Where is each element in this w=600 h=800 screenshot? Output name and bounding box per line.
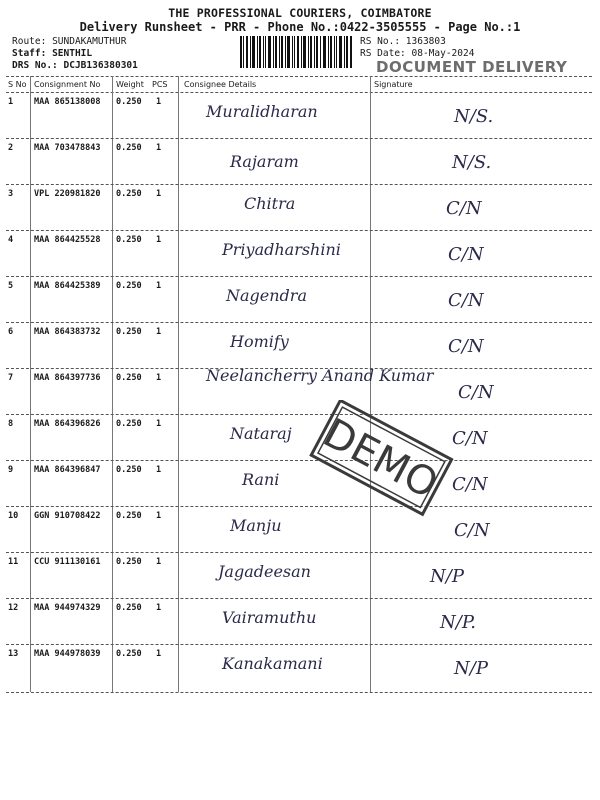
row-consignment-no: MAA 864425528	[34, 235, 101, 245]
row-sno: 7	[8, 373, 14, 383]
row-signature-mark: N/S.	[454, 106, 494, 127]
company-title: THE PROFESSIONAL COURIERS, COIMBATORE	[168, 6, 432, 20]
col-header-consignment: Consignment No	[34, 80, 101, 89]
staff-label: Staff:	[12, 48, 47, 59]
row-divider	[6, 276, 592, 277]
row-weight: 0.250	[116, 465, 142, 475]
row-consignee-name: Kanakamani	[222, 654, 323, 673]
rs-no-line	[360, 36, 446, 47]
rs-date-value: 08-May-2024	[411, 48, 475, 59]
row-pcs: 1	[156, 97, 162, 107]
staff-value: SENTHIL	[52, 48, 93, 59]
col-header-pcs: PCS	[152, 80, 168, 89]
row-sno: 3	[8, 189, 14, 199]
row-divider	[6, 322, 592, 323]
table-head-rule	[6, 92, 592, 93]
document-delivery-stamp: DOCUMENT DELIVERY	[376, 58, 568, 76]
row-weight: 0.250	[116, 143, 142, 153]
row-signature-mark: C/N	[448, 336, 484, 357]
row-weight: 0.250	[116, 649, 142, 659]
row-consignee-name: Jagadeesan	[218, 562, 311, 581]
row-consignee-name: Muralidharan	[206, 102, 318, 121]
row-sno: 1	[8, 97, 14, 107]
row-pcs: 1	[156, 603, 162, 613]
row-pcs: 1	[156, 143, 162, 153]
row-weight: 0.250	[116, 97, 142, 107]
route-value: SUNDAKAMUTHUR	[52, 36, 127, 47]
barcode-icon	[240, 36, 352, 68]
row-divider	[6, 644, 592, 645]
row-pcs: 1	[156, 235, 162, 245]
row-divider	[6, 460, 592, 461]
row-consignment-no: MAA 864383732	[34, 327, 101, 337]
row-sno: 8	[8, 419, 14, 429]
row-consignee-name: Rajaram	[230, 152, 299, 171]
row-divider	[6, 184, 592, 185]
row-pcs: 1	[156, 465, 162, 475]
row-weight: 0.250	[116, 419, 142, 429]
row-divider	[6, 230, 592, 231]
table-top-rule	[6, 76, 592, 77]
row-consignee-name: Nataraj	[230, 424, 292, 443]
rs-no-label: RS No.:	[360, 36, 401, 47]
route-line	[12, 36, 126, 47]
row-consignment-no: MAA 944974329	[34, 603, 101, 613]
row-consignment-no: MAA 864396847	[34, 465, 101, 475]
row-pcs: 1	[156, 327, 162, 337]
row-weight: 0.250	[116, 603, 142, 613]
col-header-weight: Weight	[116, 80, 144, 89]
row-sno: 9	[8, 465, 14, 475]
row-pcs: 1	[156, 281, 162, 291]
row-sno: 5	[8, 281, 14, 291]
row-weight: 0.250	[116, 189, 142, 199]
row-consignment-no: MAA 865138008	[34, 97, 101, 107]
row-pcs: 1	[156, 511, 162, 521]
col-header-consignee: Consignee Details	[184, 80, 257, 89]
row-signature-mark: C/N	[446, 198, 482, 219]
row-divider	[6, 138, 592, 139]
row-consignment-no: MAA 864425389	[34, 281, 101, 291]
row-pcs: 1	[156, 557, 162, 567]
staff-line	[12, 48, 92, 59]
col-divider-sno	[30, 76, 31, 692]
row-consignee-name: Homify	[230, 332, 289, 351]
row-sno: 2	[8, 143, 14, 153]
row-consignment-no: MAA 944978039	[34, 649, 101, 659]
row-weight: 0.250	[116, 235, 142, 245]
row-signature-mark: C/N	[452, 474, 488, 495]
route-label: Route:	[12, 36, 47, 47]
row-consignee-name: Priyadharshini	[222, 240, 341, 259]
row-weight: 0.250	[116, 373, 142, 383]
row-pcs: 1	[156, 373, 162, 383]
row-sno: 4	[8, 235, 14, 245]
row-consignee-name: Chitra	[244, 194, 296, 213]
row-consignment-no: GGN 910708422	[34, 511, 101, 521]
row-sno: 6	[8, 327, 14, 337]
row-divider	[6, 414, 592, 415]
runsheet-subtitle: Delivery Runsheet - PRR - Phone No.:0422-3505555 - Page No.:1	[79, 20, 521, 34]
col-header-signature: Signature	[374, 80, 413, 89]
row-consignment-no: MAA 864397736	[34, 373, 101, 383]
row-consignment-no: MAA 864396826	[34, 419, 101, 429]
row-signature-mark: N/P	[454, 658, 488, 679]
rs-date-label: RS Date:	[360, 48, 406, 59]
row-signature-mark: N/P.	[440, 612, 476, 633]
row-consignee-name: Vairamuthu	[222, 608, 317, 627]
row-sno: 13	[8, 649, 19, 659]
row-signature-mark: C/N	[448, 244, 484, 265]
row-consignment-no: VPL 220981820	[34, 189, 101, 199]
row-consignee-name: Rani	[242, 470, 280, 489]
row-consignee-name: Neelancherry Anand Kumar	[206, 366, 434, 385]
col-divider-consignment	[112, 76, 113, 692]
table-bottom-rule	[6, 692, 592, 693]
rs-no-value: 1363803	[405, 36, 446, 47]
row-signature-mark: N/P	[430, 566, 464, 587]
row-signature-mark: C/N	[458, 382, 494, 403]
row-weight: 0.250	[116, 557, 142, 567]
row-pcs: 1	[156, 649, 162, 659]
row-weight: 0.250	[116, 327, 142, 337]
row-consignee-name: Nagendra	[226, 286, 307, 305]
row-signature-mark: C/N	[452, 428, 488, 449]
row-signature-mark: C/N	[454, 520, 490, 541]
row-pcs: 1	[156, 189, 162, 199]
row-signature-mark: C/N	[448, 290, 484, 311]
demo-stamp-icon	[305, 400, 455, 520]
drs-label: DRS No.:	[12, 60, 58, 71]
row-sno: 11	[8, 557, 19, 567]
drs-value: DCJB136380301	[63, 60, 138, 71]
row-divider	[6, 506, 592, 507]
row-consignment-no: CCU 911130161	[34, 557, 101, 567]
row-sno: 12	[8, 603, 19, 613]
row-consignment-no: MAA 703478843	[34, 143, 101, 153]
row-divider	[6, 598, 592, 599]
row-divider	[6, 552, 592, 553]
row-sno: 10	[8, 511, 19, 521]
row-consignee-name: Manju	[230, 516, 282, 535]
row-weight: 0.250	[116, 511, 142, 521]
col-divider-pcs	[178, 76, 179, 692]
col-header-sno: S No	[8, 80, 27, 89]
row-pcs: 1	[156, 419, 162, 429]
demo-watermark-text: DEMO	[315, 410, 446, 509]
drs-line	[12, 60, 138, 71]
row-weight: 0.250	[116, 281, 142, 291]
row-signature-mark: N/S.	[452, 152, 492, 173]
